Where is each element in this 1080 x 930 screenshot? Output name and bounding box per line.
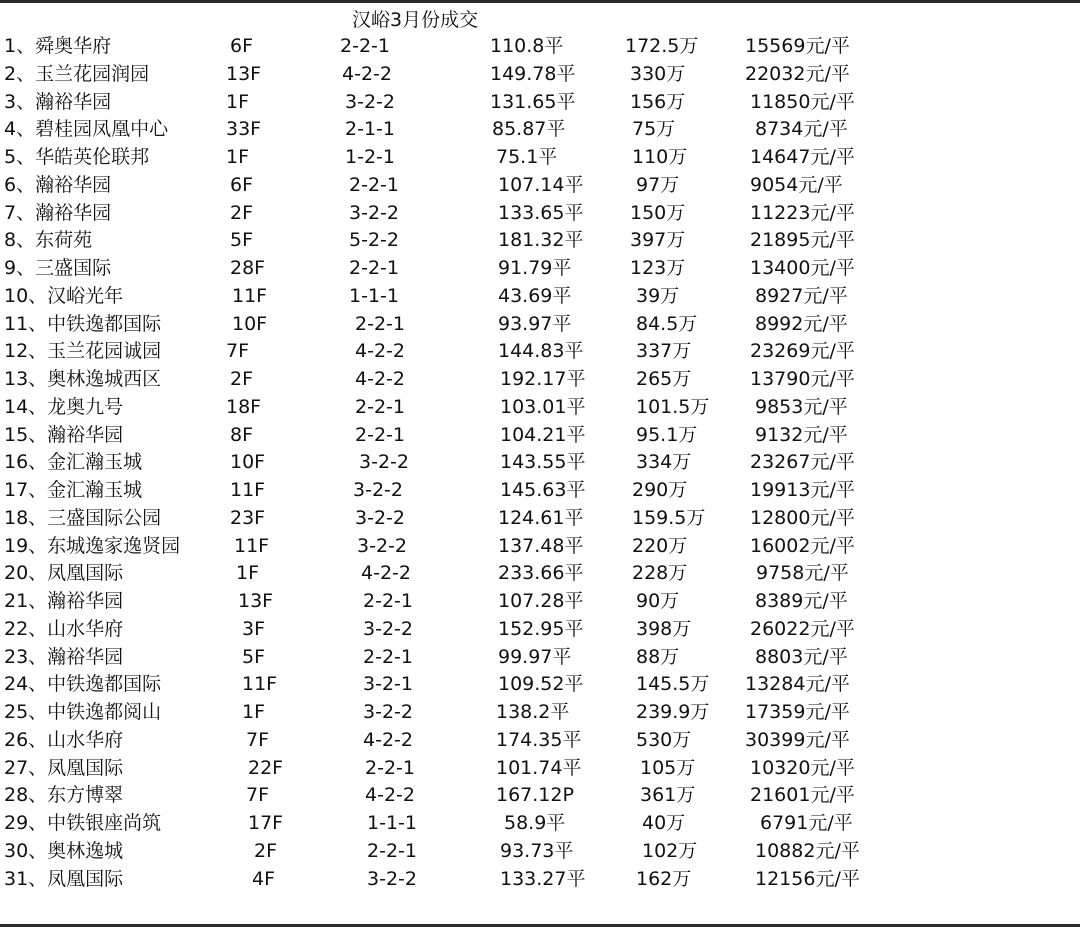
table-row <box>0 505 1080 533</box>
area: 144.83平 <box>498 340 584 363</box>
total-price: 397万 <box>630 229 686 252</box>
place-name: 22、山水华府 <box>4 617 124 640</box>
table-row <box>0 616 1080 644</box>
area: 91.79平 <box>498 257 572 279</box>
unit-price: 8803元/平 <box>755 645 848 668</box>
layout: 4-2-2 <box>355 368 405 390</box>
layout: 3-2-2 <box>363 701 413 723</box>
total-price: 220万 <box>632 534 688 557</box>
unit-price: 11223元/平 <box>750 201 855 224</box>
total-price: 110万 <box>632 146 688 168</box>
table-row <box>0 422 1080 450</box>
area: 107.14平 <box>498 173 584 196</box>
unit-price: 9054元/平 <box>750 173 843 196</box>
total-price: 150万 <box>630 201 686 224</box>
unit-price: 9853元/平 <box>755 395 848 418</box>
layout: 3-2-2 <box>363 617 413 640</box>
place-name: 5、华皓英伦联邦 <box>4 146 150 168</box>
table-row <box>0 61 1080 89</box>
total-price: 75万 <box>632 118 676 141</box>
total-price: 398万 <box>636 617 692 640</box>
place-name: 3、瀚裕华园 <box>4 90 112 113</box>
layout: 4-2-2 <box>363 728 413 751</box>
place-name: 14、龙奥九号 <box>4 395 124 418</box>
unit-price: 6791元/平 <box>760 812 853 834</box>
layout: 2-2-1 <box>349 257 399 279</box>
unit-price: 22032元/平 <box>745 62 850 85</box>
floor: 4F <box>252 867 276 890</box>
total-price: 40万 <box>642 812 686 834</box>
total-price: 39万 <box>636 284 680 307</box>
layout: 3-2-1 <box>363 673 413 696</box>
table-row <box>0 866 1080 894</box>
area: 174.35平 <box>496 728 582 751</box>
floor: 18F <box>226 395 262 418</box>
unit-price: 15569元/平 <box>745 35 850 57</box>
floor: 7F <box>246 728 270 751</box>
total-price: 290万 <box>632 479 688 501</box>
layout: 2-2-1 <box>355 423 405 446</box>
area: 133.65平 <box>498 201 584 224</box>
transaction-list <box>0 33 1080 893</box>
area: 181.32平 <box>498 229 584 252</box>
layout: 2-2-1 <box>355 395 405 418</box>
total-price: 102万 <box>642 839 698 862</box>
layout: 3-2-2 <box>355 506 405 529</box>
area: 58.9平 <box>504 812 566 834</box>
place-name: 17、金汇瀚玉城 <box>4 479 143 501</box>
floor: 17F <box>248 812 284 834</box>
place-name: 6、瀚裕华园 <box>4 173 112 196</box>
table-row <box>0 588 1080 616</box>
unit-price: 30399元/平 <box>745 728 850 751</box>
total-price: 334万 <box>636 451 692 474</box>
layout: 4-2-2 <box>361 562 411 585</box>
area: 110.8平 <box>490 35 564 57</box>
table-row <box>0 644 1080 672</box>
table-row <box>0 366 1080 394</box>
table-row <box>0 727 1080 755</box>
table-row <box>0 810 1080 838</box>
table-row <box>0 838 1080 866</box>
total-price: 330万 <box>630 62 686 85</box>
table-row <box>0 255 1080 283</box>
floor: 22F <box>248 756 284 779</box>
layout: 2-2-1 <box>367 839 417 862</box>
area: 43.69平 <box>498 284 572 307</box>
area: 124.61平 <box>498 506 584 529</box>
floor: 6F <box>230 35 254 57</box>
unit-price: 13284元/平 <box>745 673 850 696</box>
area: 75.1平 <box>496 146 558 168</box>
area: 145.63平 <box>500 479 586 501</box>
floor: 2F <box>230 201 254 224</box>
table-row <box>0 477 1080 505</box>
floor: 7F <box>246 784 270 807</box>
total-price: 159.5万 <box>632 506 706 529</box>
place-name: 10、汉峪光年 <box>4 284 124 307</box>
table-row <box>0 699 1080 727</box>
area: 103.01平 <box>500 395 586 418</box>
area: 192.17平 <box>500 368 586 390</box>
unit-price: 13790元/平 <box>750 368 855 390</box>
layout: 2-2-1 <box>363 645 413 668</box>
table-row <box>0 89 1080 117</box>
table-row <box>0 227 1080 255</box>
floor: 1F <box>226 90 250 113</box>
layout: 4-2-2 <box>365 784 415 807</box>
table-row <box>0 172 1080 200</box>
floor: 28F <box>230 257 266 279</box>
floor: 6F <box>230 173 254 196</box>
area: 93.97平 <box>498 312 572 335</box>
place-name: 18、三盛国际公园 <box>4 506 162 529</box>
unit-price: 21601元/平 <box>750 784 855 807</box>
total-price: 337万 <box>636 340 692 363</box>
total-price: 97万 <box>636 173 680 196</box>
place-name: 31、凤凰国际 <box>4 867 124 890</box>
total-price: 265万 <box>636 368 692 390</box>
place-name: 25、中铁逸都阅山 <box>4 701 162 723</box>
table-row <box>0 33 1080 61</box>
floor: 5F <box>242 645 266 668</box>
total-price: 95.1万 <box>636 423 698 446</box>
unit-price: 8389元/平 <box>755 590 848 612</box>
place-name: 16、金汇瀚玉城 <box>4 451 143 474</box>
layout: 2-2-1 <box>340 35 390 57</box>
floor: 23F <box>230 506 266 529</box>
floor: 10F <box>230 451 266 474</box>
unit-price: 10320元/平 <box>750 756 855 779</box>
unit-price: 14647元/平 <box>750 146 855 168</box>
area: 104.21平 <box>500 423 586 446</box>
unit-price: 12800元/平 <box>750 506 855 529</box>
total-price: 84.5万 <box>636 312 698 335</box>
place-name: 24、中铁逸都国际 <box>4 673 162 696</box>
unit-price: 21895元/平 <box>750 229 855 252</box>
table-row <box>0 671 1080 699</box>
layout: 3-2-2 <box>349 201 399 224</box>
total-price: 162万 <box>636 867 692 890</box>
place-name: 9、三盛国际 <box>4 257 112 279</box>
area: 109.52平 <box>498 673 584 696</box>
place-name: 23、瀚裕华园 <box>4 645 124 668</box>
floor: 5F <box>230 229 254 252</box>
floor: 13F <box>238 590 274 612</box>
place-name: 20、凤凰国际 <box>4 562 124 585</box>
place-name: 26、山水华府 <box>4 728 124 751</box>
area: 133.27平 <box>500 867 586 890</box>
place-name: 19、东城逸家逸贤园 <box>4 534 181 557</box>
unit-price: 12156元/平 <box>755 867 860 890</box>
unit-price: 8734元/平 <box>755 118 848 141</box>
floor: 11F <box>232 284 268 307</box>
unit-price: 11850元/平 <box>750 90 855 113</box>
page-title: 汉峪3月份成交 <box>352 9 479 31</box>
unit-price: 16002元/平 <box>750 534 855 557</box>
table-row <box>0 144 1080 172</box>
total-price: 239.9万 <box>636 701 710 723</box>
area: 167.12P <box>496 784 574 807</box>
total-price: 228万 <box>632 562 688 585</box>
place-name: 29、中铁银座尚筑 <box>4 812 162 834</box>
table-row <box>0 283 1080 311</box>
floor: 1F <box>236 562 260 585</box>
layout: 1-1-1 <box>367 812 417 834</box>
total-price: 101.5万 <box>636 395 710 418</box>
total-price: 90万 <box>636 590 680 612</box>
floor: 8F <box>230 423 254 446</box>
floor: 2F <box>254 839 278 862</box>
unit-price: 10882元/平 <box>755 839 860 862</box>
area: 99.97平 <box>498 645 572 668</box>
table-row <box>0 394 1080 422</box>
unit-price: 8992元/平 <box>755 312 848 335</box>
place-name: 30、奥林逸城 <box>4 839 124 862</box>
layout: 2-2-1 <box>363 590 413 612</box>
area: 85.87平 <box>492 118 566 141</box>
total-price: 530万 <box>636 728 692 751</box>
area: 138.2平 <box>496 701 570 723</box>
layout: 1-2-1 <box>345 146 395 168</box>
floor: 13F <box>226 62 262 85</box>
layout: 2-2-1 <box>349 173 399 196</box>
layout: 3-2-2 <box>367 867 417 890</box>
place-name: 4、碧桂园凤凰中心 <box>4 118 169 141</box>
total-price: 145.5万 <box>636 673 710 696</box>
floor: 11F <box>230 479 266 501</box>
layout: 4-2-2 <box>342 62 392 85</box>
layout: 3-2-2 <box>345 90 395 113</box>
floor: 11F <box>234 534 270 557</box>
bottom-border <box>0 924 1080 927</box>
area: 131.65平 <box>490 90 576 113</box>
floor: 3F <box>242 617 266 640</box>
unit-price: 9132元/平 <box>755 423 848 446</box>
area: 93.73平 <box>500 839 574 862</box>
table-row <box>0 338 1080 366</box>
area: 137.48平 <box>498 534 584 557</box>
total-price: 105万 <box>640 756 696 779</box>
table-row <box>0 449 1080 477</box>
unit-price: 19913元/平 <box>750 479 855 501</box>
total-price: 123万 <box>630 257 686 279</box>
total-price: 361万 <box>640 784 696 807</box>
unit-price: 23269元/平 <box>750 340 855 363</box>
place-name: 21、瀚裕华园 <box>4 590 124 612</box>
floor: 1F <box>226 146 250 168</box>
unit-price: 13400元/平 <box>750 257 855 279</box>
layout: 1-1-1 <box>349 284 399 307</box>
place-name: 13、奥林逸城西区 <box>4 368 162 390</box>
layout: 2-1-1 <box>345 118 395 141</box>
place-name: 7、瀚裕华园 <box>4 201 112 224</box>
layout: 4-2-2 <box>355 340 405 363</box>
area: 143.55平 <box>500 451 586 474</box>
place-name: 11、中铁逸都国际 <box>4 312 162 335</box>
total-price: 172.5万 <box>625 35 699 57</box>
layout: 3-2-2 <box>359 451 409 474</box>
table-row <box>0 533 1080 561</box>
area: 107.28平 <box>498 590 584 612</box>
place-name: 28、东方博翠 <box>4 784 124 807</box>
area: 149.78平 <box>490 62 576 85</box>
place-name: 8、东荷苑 <box>4 229 93 252</box>
total-price: 88万 <box>636 645 680 668</box>
table-row <box>0 782 1080 810</box>
floor: 33F <box>226 118 262 141</box>
table-row <box>0 755 1080 783</box>
place-name: 12、玉兰花园诚园 <box>4 340 162 363</box>
layout: 3-2-2 <box>353 479 403 501</box>
unit-price: 8927元/平 <box>755 284 848 307</box>
layout: 5-2-2 <box>349 229 399 252</box>
area: 101.74平 <box>496 756 582 779</box>
area: 152.95平 <box>498 617 584 640</box>
floor: 2F <box>230 368 254 390</box>
total-price: 156万 <box>630 90 686 113</box>
floor: 1F <box>242 701 266 723</box>
layout: 2-2-1 <box>365 756 415 779</box>
place-name: 2、玉兰花园润园 <box>4 62 150 85</box>
floor: 10F <box>232 312 268 335</box>
floor: 11F <box>242 673 278 696</box>
unit-price: 26022元/平 <box>750 617 855 640</box>
place-name: 15、瀚裕华园 <box>4 423 124 446</box>
top-border <box>0 0 1080 3</box>
place-name: 1、舜奥华府 <box>4 35 112 57</box>
table-row <box>0 560 1080 588</box>
table-row <box>0 311 1080 339</box>
floor: 7F <box>226 340 250 363</box>
place-name: 27、凤凰国际 <box>4 756 124 779</box>
area: 233.66平 <box>498 562 584 585</box>
table-row <box>0 200 1080 228</box>
unit-price: 9758元/平 <box>756 562 849 585</box>
layout: 3-2-2 <box>357 534 407 557</box>
unit-price: 17359元/平 <box>745 701 850 723</box>
unit-price: 23267元/平 <box>750 451 855 474</box>
table-row <box>0 116 1080 144</box>
layout: 2-2-1 <box>355 312 405 335</box>
